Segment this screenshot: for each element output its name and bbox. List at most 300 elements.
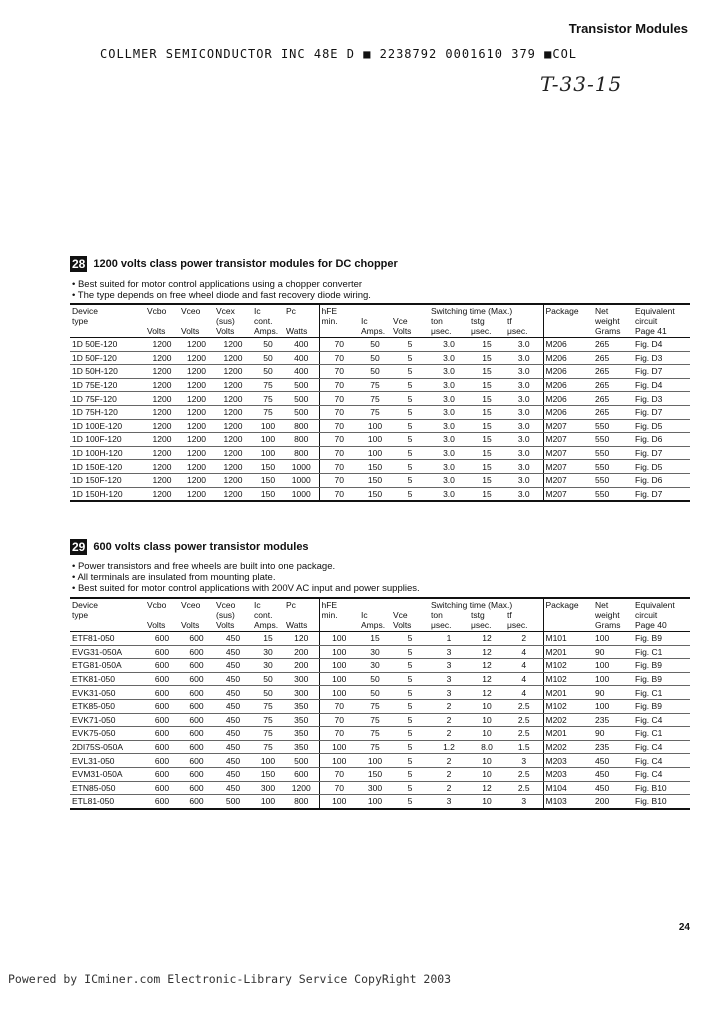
table-cell: 1200 — [214, 405, 252, 419]
table-cell: Fig. D4 — [633, 338, 690, 352]
table-cell: Fig. B10 — [633, 781, 690, 795]
table-cell: 5 — [391, 632, 429, 646]
table-cell: ETK81-050 — [70, 672, 145, 686]
table-row — [70, 645, 690, 659]
table-cell: 150 — [252, 473, 284, 487]
bullet: • Best suited for motor control applications with 200V AC input and power supplies. — [72, 583, 420, 594]
table-cell: 200 — [593, 795, 633, 809]
table-cell: 100 — [359, 795, 391, 809]
table-cell: Fig. B9 — [633, 659, 690, 673]
table-cell: 1200 — [214, 460, 252, 474]
table-cell: ETK85-050 — [70, 699, 145, 713]
table-cell: 50 — [359, 365, 391, 379]
table-cell: M206 — [543, 338, 593, 352]
table-cell: 150 — [359, 487, 391, 501]
column-header: Ic Amps. — [359, 304, 391, 338]
table-cell: 50 — [252, 686, 284, 700]
table-cell: 5 — [391, 405, 429, 419]
table-cell: 600 — [145, 795, 179, 809]
table-cell: 265 — [593, 365, 633, 379]
table-cell: 1200 — [179, 446, 214, 460]
table-cell: 50 — [252, 365, 284, 379]
table-cell: 400 — [284, 351, 319, 365]
table-cell: 1200 — [145, 419, 179, 433]
table-cell: 15 — [469, 446, 505, 460]
table-cell: 1200 — [145, 433, 179, 447]
table-cell: 1D 75H-120 — [70, 405, 145, 419]
table-row — [70, 351, 690, 365]
column-header: tf μsec. — [505, 598, 543, 632]
table-1200v-modules — [70, 303, 690, 502]
table-cell: 1200 — [179, 433, 214, 447]
section-28-bullets — [72, 279, 371, 301]
table-cell: 1200 — [214, 365, 252, 379]
table-cell: Fig. B10 — [633, 795, 690, 809]
table-cell: M104 — [543, 781, 593, 795]
table-cell: 350 — [284, 713, 319, 727]
table-cell: 600 — [145, 713, 179, 727]
table-cell: 3.0 — [505, 365, 543, 379]
table-row — [70, 419, 690, 433]
table-cell: 5 — [391, 740, 429, 754]
table-cell: 150 — [359, 767, 391, 781]
table-cell: 1200 — [179, 419, 214, 433]
table-cell: 70 — [319, 460, 359, 474]
table-cell: Fig. D7 — [633, 487, 690, 501]
table-cell: 600 — [179, 686, 214, 700]
table-cell: 500 — [284, 405, 319, 419]
table-cell: 2 — [505, 632, 543, 646]
table-cell: 450 — [214, 672, 252, 686]
table-cell: 2.5 — [505, 699, 543, 713]
table-cell: 265 — [593, 378, 633, 392]
table-cell: 800 — [284, 419, 319, 433]
table-cell: 5 — [391, 795, 429, 809]
bullet: • The type depends on free wheel diode and fast recovery diode wiring. — [72, 290, 371, 301]
table-cell: 500 — [214, 795, 252, 809]
table-row — [70, 338, 690, 352]
table-cell: 12 — [469, 645, 505, 659]
table-cell: 3.0 — [505, 433, 543, 447]
table-cell: 100 — [319, 754, 359, 768]
table-cell: 5 — [391, 645, 429, 659]
table-cell: 3.0 — [429, 378, 469, 392]
table-cell: 75 — [359, 727, 391, 741]
table-cell: 600 — [145, 754, 179, 768]
table-cell: 1D 100H-120 — [70, 446, 145, 460]
table-row — [70, 446, 690, 460]
column-header: Package — [543, 304, 593, 338]
table-cell: 500 — [284, 378, 319, 392]
table-cell: 200 — [284, 645, 319, 659]
table-cell: 1200 — [145, 338, 179, 352]
footer-copyright: Powered by ICminer.com Electronic-Library Service CopyRight 2003 — [8, 972, 452, 986]
table-cell: 30 — [359, 645, 391, 659]
table-cell: 3.0 — [429, 446, 469, 460]
table-cell: 150 — [252, 460, 284, 474]
table-cell: 100 — [359, 446, 391, 460]
table-cell: 4 — [505, 686, 543, 700]
table-cell: 600 — [179, 645, 214, 659]
table-cell: 1200 — [179, 460, 214, 474]
table-cell: 1200 — [145, 473, 179, 487]
table-cell: 3.0 — [429, 405, 469, 419]
table-cell: M206 — [543, 378, 593, 392]
table-cell: 75 — [252, 740, 284, 754]
table-cell: 100 — [252, 795, 284, 809]
table-cell: 70 — [319, 338, 359, 352]
table-cell: 100 — [319, 645, 359, 659]
section-title: 1200 volts class power transistor modules for DC chopper — [93, 258, 398, 270]
table-cell: 70 — [319, 727, 359, 741]
table-cell: 150 — [252, 487, 284, 501]
table-row — [70, 487, 690, 501]
column-header: tstg μsec. — [469, 304, 505, 338]
table-cell: 1D 50E-120 — [70, 338, 145, 352]
table-cell: 500 — [284, 392, 319, 406]
table-row — [70, 473, 690, 487]
section-29-heading — [70, 539, 309, 555]
table-cell: 300 — [284, 686, 319, 700]
table-cell: Fig. D3 — [633, 351, 690, 365]
table-cell: 5 — [391, 365, 429, 379]
table-cell: EVK31-050 — [70, 686, 145, 700]
table-cell: 300 — [284, 672, 319, 686]
table-cell: ETF81-050 — [70, 632, 145, 646]
table-cell: M203 — [543, 754, 593, 768]
table-cell: 2 — [429, 727, 469, 741]
table-cell: 75 — [359, 405, 391, 419]
table-cell: 1200 — [179, 487, 214, 501]
table-cell: 400 — [284, 365, 319, 379]
table-cell: 3.0 — [429, 487, 469, 501]
table-cell: 50 — [252, 351, 284, 365]
table-cell: 5 — [391, 433, 429, 447]
table-cell: 1200 — [179, 351, 214, 365]
table-cell: 1D 75F-120 — [70, 392, 145, 406]
column-header: Ic Amps. — [359, 598, 391, 632]
table-cell: 500 — [284, 754, 319, 768]
section-title: 600 volts class power transistor modules — [93, 541, 309, 553]
table-cell: 10 — [469, 713, 505, 727]
table-cell: 100 — [319, 740, 359, 754]
table-cell: 1D 100E-120 — [70, 419, 145, 433]
table-cell: Fig. D5 — [633, 460, 690, 474]
table-cell: 5 — [391, 686, 429, 700]
table-cell: 1D 50F-120 — [70, 351, 145, 365]
table-cell: M201 — [543, 645, 593, 659]
table-600v-modules — [70, 597, 690, 810]
table-cell: 1200 — [145, 487, 179, 501]
table-cell: 3.0 — [505, 419, 543, 433]
table-cell: 600 — [179, 754, 214, 768]
table-cell: 1200 — [179, 338, 214, 352]
table-cell: 3 — [505, 795, 543, 809]
table-cell: 3 — [429, 795, 469, 809]
table-cell: 450 — [214, 713, 252, 727]
table-cell: 350 — [284, 740, 319, 754]
table-cell: 2 — [429, 781, 469, 795]
column-header: tf μsec. — [505, 304, 543, 338]
table-row — [70, 795, 690, 809]
table-cell: Fig. D3 — [633, 392, 690, 406]
table-cell: 550 — [593, 460, 633, 474]
column-header: Vcbo Volts — [145, 304, 179, 338]
column-header: Pc Watts — [284, 598, 319, 632]
table-cell: 1200 — [145, 460, 179, 474]
column-header: Equivalent circuit Page 41 — [633, 304, 690, 338]
table-cell: 100 — [359, 433, 391, 447]
scan-header-line: COLLMER SEMICONDUCTOR INC 48E D ■ 2238792 0001610 379 ■COL — [100, 47, 578, 61]
table-cell: 70 — [319, 378, 359, 392]
table-cell: 70 — [319, 487, 359, 501]
table-cell: 3.0 — [505, 460, 543, 474]
table-cell: 1200 — [214, 487, 252, 501]
table-row — [70, 672, 690, 686]
table-cell: ETN85-050 — [70, 781, 145, 795]
column-header: Ic cont. Amps. — [252, 304, 284, 338]
handwritten-note: T-33-15 — [540, 72, 623, 96]
table-cell: 3 — [505, 754, 543, 768]
table-cell: 2.5 — [505, 727, 543, 741]
table-cell: 1D 150F-120 — [70, 473, 145, 487]
table-cell: 75 — [252, 699, 284, 713]
table-cell: 75 — [252, 405, 284, 419]
table-cell: 1200 — [179, 378, 214, 392]
table-cell: 1200 — [214, 433, 252, 447]
table-cell: 550 — [593, 419, 633, 433]
table-cell: 5 — [391, 713, 429, 727]
table-cell: 600 — [179, 713, 214, 727]
column-header: hFE min. — [319, 598, 359, 632]
table-row — [70, 632, 690, 646]
table-cell: 15 — [469, 365, 505, 379]
table-cell: 15 — [359, 632, 391, 646]
table-row — [70, 365, 690, 379]
table-cell: 75 — [252, 392, 284, 406]
table-cell: 265 — [593, 338, 633, 352]
table-cell: 15 — [469, 392, 505, 406]
table-cell: 100 — [252, 446, 284, 460]
table-cell: 100 — [319, 632, 359, 646]
column-header: Package — [543, 598, 593, 632]
table-cell: 5 — [391, 659, 429, 673]
table-cell: 30 — [359, 659, 391, 673]
table-cell: 3.0 — [429, 392, 469, 406]
bullet: • Power transistors and free wheels are built into one package. — [72, 561, 420, 572]
header-row — [70, 598, 690, 632]
table-cell: 10 — [469, 767, 505, 781]
table-cell: 3.0 — [429, 473, 469, 487]
table-cell: Fig. C4 — [633, 754, 690, 768]
table-cell: 12 — [469, 781, 505, 795]
table-cell: 450 — [214, 781, 252, 795]
bullet: • All terminals are insulated from mounting plate. — [72, 572, 420, 583]
table-cell: 70 — [319, 405, 359, 419]
table-cell: 1D 150E-120 — [70, 460, 145, 474]
table-cell: 75 — [252, 713, 284, 727]
table-cell: 1000 — [284, 473, 319, 487]
table-cell: 100 — [319, 686, 359, 700]
table-cell: 3.0 — [429, 433, 469, 447]
table-cell: 600 — [145, 727, 179, 741]
table-cell: 15 — [469, 338, 505, 352]
column-header: Switching time (Max.) ton μsec. — [431, 600, 513, 630]
table-cell: 12 — [469, 632, 505, 646]
table-cell: M206 — [543, 351, 593, 365]
table-cell: M102 — [543, 659, 593, 673]
column-header: tstg μsec. — [469, 598, 505, 632]
table-cell: 3 — [429, 659, 469, 673]
table-cell: M102 — [543, 672, 593, 686]
table-cell: 70 — [319, 446, 359, 460]
table-row — [70, 713, 690, 727]
column-header: Vce Volts — [391, 304, 429, 338]
column-header: Switching time (Max.) ton μsec. — [431, 306, 513, 336]
table-cell: 75 — [252, 378, 284, 392]
table-cell: 450 — [593, 781, 633, 795]
table-cell: Fig. B9 — [633, 699, 690, 713]
table-cell: 5 — [391, 672, 429, 686]
table-cell: 70 — [319, 419, 359, 433]
table-cell: Fig. B9 — [633, 632, 690, 646]
table-cell: 15 — [469, 419, 505, 433]
table-cell: 15 — [469, 473, 505, 487]
table-row — [70, 433, 690, 447]
table-cell: 5 — [391, 460, 429, 474]
table-cell: 1200 — [214, 378, 252, 392]
table-cell: 30 — [252, 659, 284, 673]
table-cell: 120 — [284, 632, 319, 646]
table-row — [70, 699, 690, 713]
table-cell: 10 — [469, 754, 505, 768]
table-cell: 5 — [391, 781, 429, 795]
table-cell: 70 — [319, 473, 359, 487]
table-cell: 30 — [252, 645, 284, 659]
table-cell: M103 — [543, 795, 593, 809]
column-header: Ic cont. Amps. — [252, 598, 284, 632]
table-cell: 1000 — [284, 487, 319, 501]
table-cell: 1.5 — [505, 740, 543, 754]
table-cell: 5 — [391, 351, 429, 365]
table-cell: 75 — [359, 378, 391, 392]
table-cell: 150 — [359, 460, 391, 474]
table-cell: 1200 — [179, 365, 214, 379]
table-cell: 15 — [469, 487, 505, 501]
table-cell: 3.0 — [429, 351, 469, 365]
table-cell: 12 — [469, 672, 505, 686]
table-cell: 1200 — [284, 781, 319, 795]
table-cell: Fig. D7 — [633, 446, 690, 460]
table-cell: Fig. C4 — [633, 713, 690, 727]
table-cell: 1200 — [214, 392, 252, 406]
table-cell: M201 — [543, 686, 593, 700]
table-cell: 1D 150H-120 — [70, 487, 145, 501]
table-cell: 600 — [179, 727, 214, 741]
table-cell: 3.0 — [429, 460, 469, 474]
table-cell: 10 — [469, 699, 505, 713]
column-header: Vcbo Volts — [145, 598, 179, 632]
column-header: Vcex (sus) Volts — [214, 304, 252, 338]
table-cell: 450 — [214, 767, 252, 781]
table-cell: 1D 75E-120 — [70, 378, 145, 392]
column-header: Vceo Volts — [179, 598, 214, 632]
table-cell: Fig. D7 — [633, 405, 690, 419]
table-cell: 300 — [252, 781, 284, 795]
table-cell: EVK71-050 — [70, 713, 145, 727]
table-cell: 1200 — [145, 351, 179, 365]
table-cell: 70 — [319, 699, 359, 713]
page-title: Transistor Modules — [568, 21, 688, 36]
table-cell: M207 — [543, 419, 593, 433]
table-cell: 12 — [469, 686, 505, 700]
table-cell: M207 — [543, 473, 593, 487]
table-cell: 3 — [429, 686, 469, 700]
column-header: Vceo Volts — [179, 304, 214, 338]
table-cell: 350 — [284, 727, 319, 741]
table-cell: 50 — [359, 338, 391, 352]
section-number: 29 — [72, 540, 86, 554]
table-cell: 400 — [284, 338, 319, 352]
table-cell: 450 — [593, 754, 633, 768]
table-cell: 75 — [359, 740, 391, 754]
table-cell: 2 — [429, 767, 469, 781]
table-cell: 3.0 — [505, 392, 543, 406]
table-cell: 50 — [359, 672, 391, 686]
table-cell: 600 — [179, 699, 214, 713]
table-cell: 100 — [252, 754, 284, 768]
table-cell: M207 — [543, 487, 593, 501]
table-cell: 10 — [469, 795, 505, 809]
table-cell: 75 — [359, 713, 391, 727]
table-cell: Fig. C1 — [633, 727, 690, 741]
table-cell: 450 — [214, 699, 252, 713]
table-cell: 1200 — [145, 392, 179, 406]
table-cell: 265 — [593, 405, 633, 419]
table-cell: 50 — [252, 672, 284, 686]
table-cell: 550 — [593, 473, 633, 487]
table-cell: 600 — [145, 645, 179, 659]
table-cell: M206 — [543, 405, 593, 419]
table-cell: 4 — [505, 672, 543, 686]
table-cell: 800 — [284, 795, 319, 809]
table-cell: 550 — [593, 433, 633, 447]
table-cell: 600 — [179, 795, 214, 809]
table-cell: 2.5 — [505, 713, 543, 727]
table-cell: 100 — [593, 699, 633, 713]
column-header: Pc Watts — [284, 304, 319, 338]
table-cell: M207 — [543, 460, 593, 474]
table-cell: 1000 — [284, 460, 319, 474]
table-row — [70, 781, 690, 795]
table-cell: 1D 100F-120 — [70, 433, 145, 447]
table-cell: 70 — [319, 392, 359, 406]
table-cell: EVK75-050 — [70, 727, 145, 741]
table-cell: 450 — [214, 659, 252, 673]
table-cell: 4 — [505, 645, 543, 659]
table-cell: M202 — [543, 713, 593, 727]
table-cell: M207 — [543, 446, 593, 460]
table-cell: 800 — [284, 433, 319, 447]
table-cell: 450 — [214, 754, 252, 768]
table-cell: 100 — [593, 672, 633, 686]
table-cell: 350 — [284, 699, 319, 713]
table-cell: ETL81-050 — [70, 795, 145, 809]
table-cell: M203 — [543, 767, 593, 781]
table-cell: 1200 — [179, 405, 214, 419]
table-cell: 600 — [284, 767, 319, 781]
table-cell: 100 — [593, 659, 633, 673]
